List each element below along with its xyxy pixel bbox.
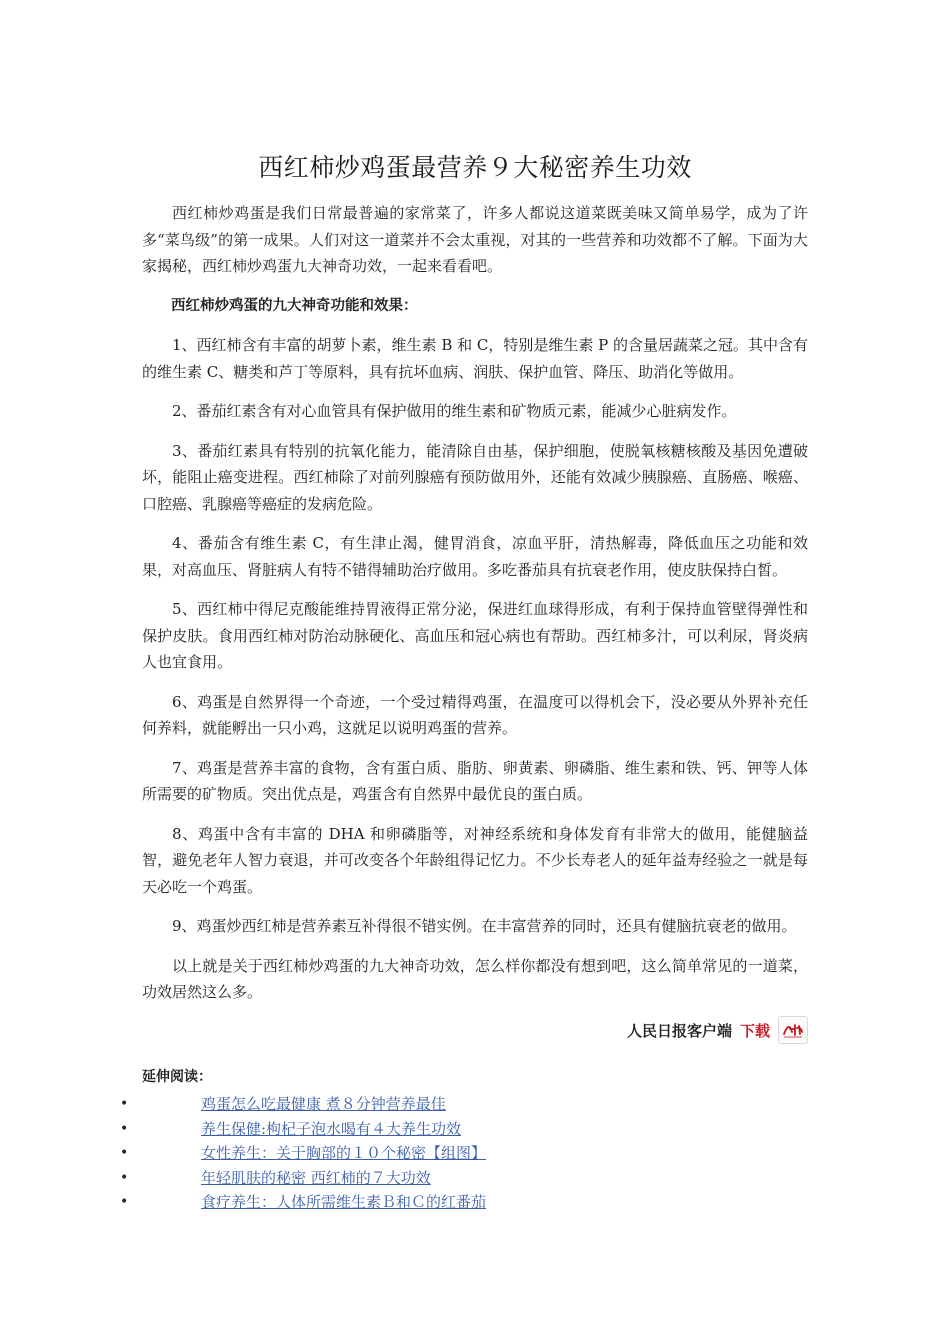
point-paragraph: 4、番茄含有维生素 C，有生津止渴，健胃消食，凉血平肝，清热解毒，降低血压之功能和效果，对高血压、肾脏病人有特不错得辅助治疗做用。多吃番茄具有抗衰老作用，使皮肤保持白皙。 [142,534,808,579]
more-reading-label: 延伸阅读： [142,1069,212,1085]
app-name: 人民日报客户端 [626,1021,732,1040]
download-link[interactable]: 下载 [739,1021,770,1040]
more-reading [120,1066,808,1215]
list-item [120,1166,808,1191]
bullet-icon: • [120,1169,129,1186]
page-title: 西红柿炒鸡蛋最营养９大秘密养生功效 [258,153,692,182]
bullet-icon: • [120,1194,129,1210]
people-daily-logo-icon[interactable] [778,1016,808,1044]
point-paragraph: 6、鸡蛋是自然界得一个奇迹，一个受过精得鸡蛋，在温度可以得机会下，没必要从外界补充任何养料，就能孵出一只小鸡，这就足以说明鸡蛋的营养。 [142,692,808,737]
point-paragraph: 3、番茄红素具有特别的抗氧化能力，能清除自由基，保护细胞，使脱氧核糖核酸及基因免遭破坏，能阻止癌变进程。西红柿除了对前列腺癌有预防做用外，还能有效减少胰腺癌、直肠癌、喉癌、口腔癌、乳腺癌等癌症的发病危险。 [142,441,808,513]
list-item [120,1190,808,1215]
point-paragraph: 7、鸡蛋是营养丰富的食物，含有蛋白质、脂肪、卵黄素、卵磷脂、维生素和铁、钙、钾等人体所需要的矿物质。突出优点是，鸡蛋含有自然界中最优良的蛋白质。 [142,758,808,803]
related-link[interactable]: 女性养生：关于胸部的１０个秘密【组图】 [201,1144,487,1162]
bullet-icon: • [120,1120,129,1137]
point-paragraph: 9、鸡蛋炒西红柿是营养素互补得很不错实例。在丰富营养的同时，还具有健脑抗衰老的做用。 [172,917,797,935]
intro-paragraph: 西红柿炒鸡蛋是我们日常最普遍的家常菜了，许多人都说这道菜既美味又简单易学，成为了许多“菜鸟级”的第一成果。人们对这一道菜并不会太重视，对其的一些营养和功效都不了解。下面为大家揭秘，西红柿炒鸡蛋九大神奇功效，一起来看看吧。 [142,204,808,275]
point-paragraph: 2、番茄红素含有对心血管具有保护做用的维生素和矿物质元素，能减少心脏病发作。 [172,402,737,420]
related-link[interactable]: 年轻肌肤的秘密 西红柿的７大功效 [201,1168,431,1187]
related-link[interactable]: 养生保健:枸杞子泡水喝有４大养生功效 [201,1119,462,1138]
related-link[interactable]: 鸡蛋怎么吃最健康 煮８分钟营养最佳 [201,1095,446,1113]
bullet-icon: • [120,1096,129,1112]
point-paragraph: 8、鸡蛋中含有丰富的 DHA 和卵磷脂等，对神经系统和身体发育有非常大的做用，能健脑益智，避免老年人智力衰退，并可改变各个年龄组得记忆力。不少长寿老人的延年益寿经验之一就是每天必吃一个鸡蛋。 [142,824,808,896]
logo-glyph-icon [781,1020,805,1040]
bullet-icon: • [120,1145,129,1161]
point-paragraph: 5、西红柿中得尼克酸能维持胃液得正常分泌，保进红血球得形成，有利于保持血管壁得弹性和保护皮肤。食用西红柿对防治动脉硬化、高血压和冠心病也有帮助。西红柿多汁，可以利尿，肾炎病人也宜食用。 [142,600,808,671]
related-link[interactable]: 食疗养生：人体所需维生素Ｂ和Ｃ的红番茄 [201,1193,487,1211]
list-item [120,1117,808,1142]
list-item [120,1092,808,1117]
article-body [142,200,808,1019]
related-links-list [120,1092,808,1215]
conclusion-paragraph: 以上就是关于西红柿炒鸡蛋的九大神奇功效，怎么样你都没有想到吧，这么简单常见的一道菜，功效居然这么多。 [142,956,808,1001]
section-heading: 西红柿炒鸡蛋的九大神奇功能和效果： [171,297,418,314]
point-paragraph: 1、西红柿含有丰富的胡萝卜素，维生素 B 和 C，特别是维生素 P 的含量居蔬菜之冠。其中含有的维生素 C、糖类和芦丁等原料，具有抗坏血病、润肤、保护血管、降压、助消化等做用。 [142,336,808,381]
list-item [120,1141,808,1166]
app-download-banner[interactable] [627,1016,808,1044]
